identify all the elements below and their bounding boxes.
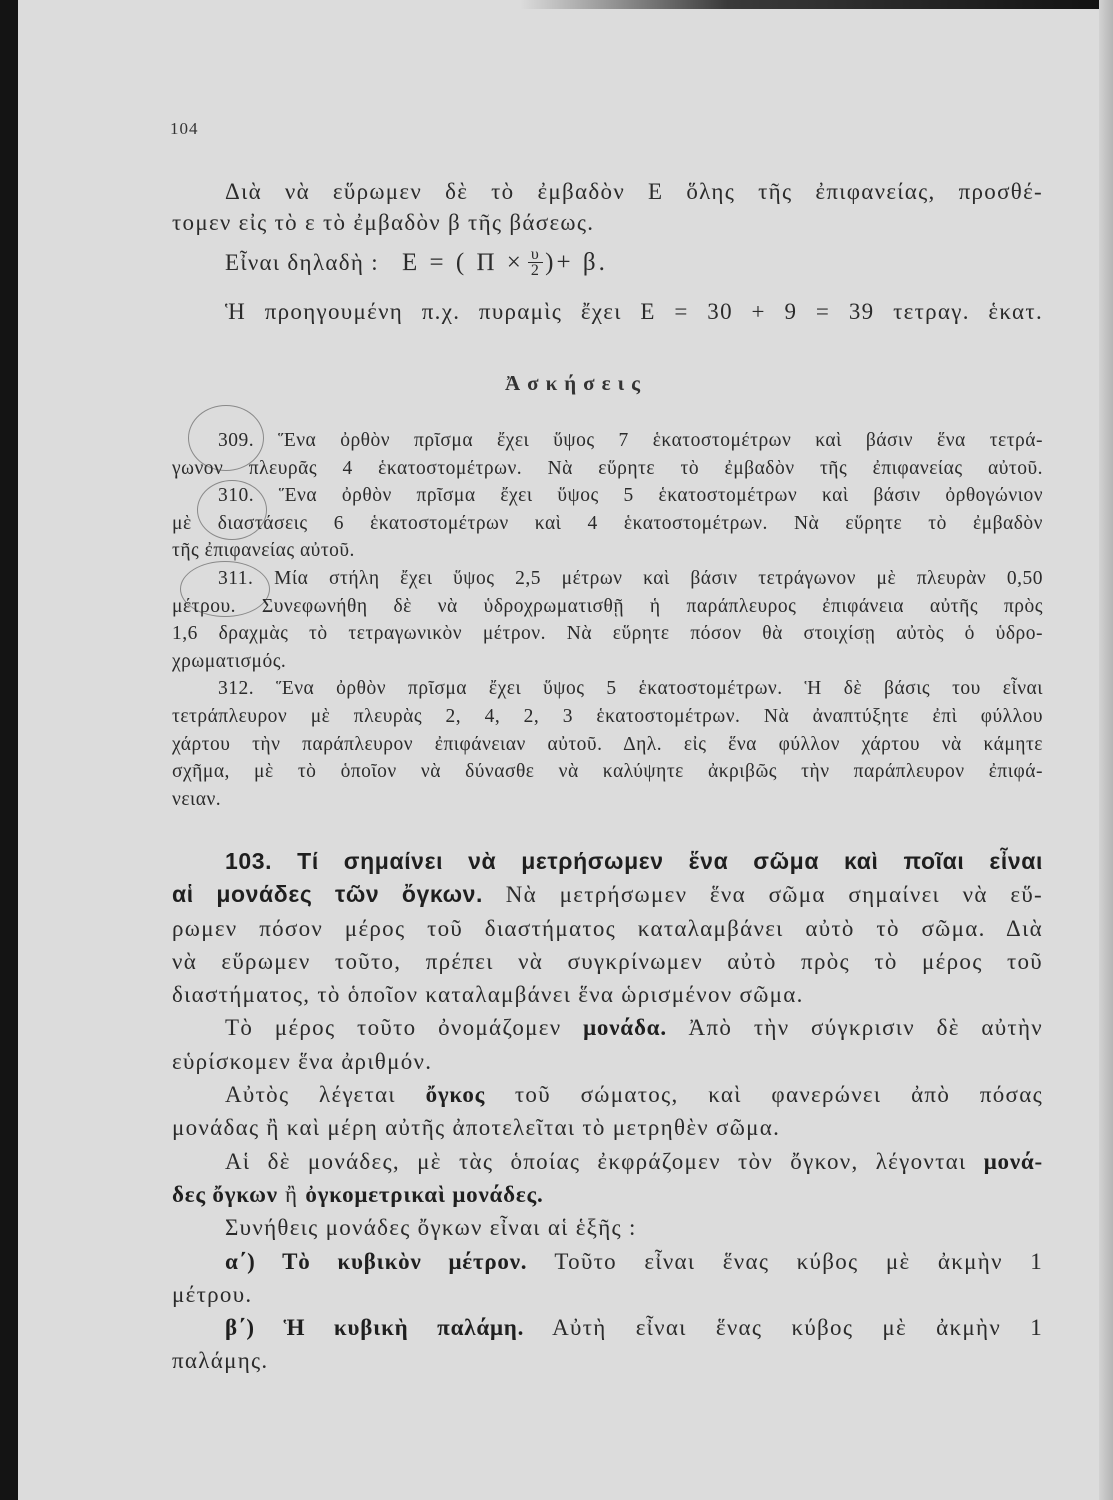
text-line: εὑρίσκομεν ἕνα ἀριθμόν. [172, 1048, 433, 1074]
fraction-numerator: υ [528, 247, 543, 263]
text-line [172, 878, 1043, 911]
unit-text: Αὐτὴ εἶναι ἕνας κύβος μὲ ἀκμὴν 1 [552, 1315, 1043, 1341]
exercise-line: μὲ διαστάσεις 6 ἑκατοστομέτρων καὶ 4 ἑκατοστομέτρων. Νὰ εὕρητε τὸ ἐμβαδὸν [172, 512, 1043, 534]
text-line: Διὰ νὰ εὕρωμεν δὲ τὸ ἐμβαδὸν Ε ὅλης τῆς ἐπιφανείας, προσθέ- [225, 179, 1043, 204]
text-line: Ἡ προηγουμένη π.χ. πυραμὶς ἔχει Ε = 30 + 9 = 39 τετραγ. ἑκατ. [225, 299, 1043, 324]
exercise-text: Ἕνα ὀρθὸν πρῖσμα ἔχει ὕψος 7 ἑκατοστομέτρων καὶ βάσιν ἕνα τετρά- [278, 430, 1043, 451]
text-span: τοῦ σώματος, καὶ φανερώνει ἀπὸ πόσας [514, 1082, 1043, 1108]
text-span: Τὸ μέρος τοῦτο ὀνομάζομεν [225, 1015, 562, 1041]
surface-area-formula [172, 247, 1043, 287]
exercise-line: σχῆμα, μὲ τὸ ὁποῖον νὰ δύνασθε νὰ καλύψητε ἀκριβῶς τὴν παράπλευρον ἐπιφά- [172, 761, 1043, 783]
text-line [172, 1145, 1043, 1178]
text-line: νὰ εὕρωμεν τοῦτο, πρέπει νὰ συγκρίνωμεν αὐτὸ πρὸς τὸ μέρος τοῦ [172, 948, 1043, 974]
formula-lhs: Ε = ( Π × [402, 248, 524, 276]
exercise-line: γωνον πλευρᾶς 4 ἑκατοστομέτρων. Νὰ εὕρητε τὸ ἐμβαδὸν τῆς ἐπιφανείας αὐτοῦ. [172, 457, 1043, 479]
unit-item-cubic-meter [172, 1245, 1043, 1278]
text-span: Αὐτὸς λέγεται [225, 1082, 396, 1108]
section-title-end: αἱ μονάδες τῶν ὄγκων. [172, 881, 484, 908]
section-number: 103. [225, 848, 273, 874]
unit-label: α΄) Τὸ κυβικὸν μέτρον. [225, 1248, 528, 1274]
text-span: Αἱ δὲ μονάδες, μὲ τὰς ὁποίας ἐκφράζομεν τὸν ὄγκον, λέγονται [225, 1148, 967, 1174]
exercise-number: 309. [218, 430, 255, 451]
exercise-first-line [172, 675, 1043, 703]
fraction-denominator: 2 [530, 262, 541, 279]
exercise-number: 311. [218, 567, 254, 589]
text-line [172, 1011, 1043, 1044]
text-line: τομεν εἰς τὸ ε τὸ ἐμβαδὸν β τῆς βάσεως. [172, 210, 595, 235]
unit-text: Τοῦτο εἶναι ἕνας κύβος μὲ ἀκμὴν 1 [554, 1248, 1043, 1274]
exercise-line: τετράπλευρον μὲ πλευρὰς 2, 4, 2, 3 ἑκατοστομέτρων. Νὰ ἀναπτύξητε ἐπὶ φύλλου [172, 705, 1043, 727]
page-number: 104 [170, 119, 199, 138]
exercise-311 [172, 565, 1043, 675]
text-line: Συνήθεις μονάδες ὄγκων εἶναι αἱ ἑξῆς : [225, 1215, 637, 1241]
exercise-312 [172, 675, 1043, 813]
exercise-line: τῆς ἐπιφανείας αὐτοῦ. [172, 540, 355, 562]
text-span: Ἀπὸ τὴν σύγκρισιν δὲ αὐτὴν [688, 1015, 1043, 1041]
text-line [172, 1178, 1043, 1211]
unit-item-cubic-palm [172, 1311, 1043, 1344]
exercises-list [172, 427, 1043, 813]
text-line [172, 1078, 1043, 1111]
exercise-text: Ἕνα ὀρθὸν πρῖσμα ἔχει ὕψος 5 ἑκατοστομέτρων. Ἡ δὲ βάσις του εἶναι [276, 678, 1043, 700]
exercise-number: 312. [218, 678, 255, 700]
section-103 [172, 845, 1043, 1378]
text-line: παλάμης. [172, 1348, 269, 1374]
text-span: ἢ [284, 1181, 299, 1207]
exercise-text: Μία στήλη ἔχει ὕψος 2,5 μέτρων καὶ βάσιν τετράγωνον μὲ πλευρὰν 0,50 [274, 567, 1043, 589]
exercise-line: χάρτου τὴν παράπλευρον ἐπιφάνειαν αὐτοῦ. Δηλ. εἰς ἕνα φύλλον χάρτου νὰ κάμητε [172, 733, 1043, 755]
term-volume-units: μονά- [983, 1148, 1043, 1174]
term-unit: μονάδα. [583, 1015, 667, 1041]
text-line: μονάδας ἢ καὶ μέρη αὐτῆς ἀποτελεῖται τὸ μετρηθὲν σῶμα. [172, 1115, 781, 1141]
exercise-line: 1,6 δραχμὰς τὸ τετραγωνικὸν μέτρον. Νὰ εὕρητε πόσον θὰ στοιχίσῃ αὐτὸς ὁ ὑδρο- [172, 623, 1043, 645]
scan-border-top [520, 0, 1113, 9]
term-volume: ὄγκος [425, 1082, 486, 1108]
exercises-heading: Ἀσκήσεις [505, 371, 647, 395]
exercise-line: μέτρου. Συνεφωνήθη δὲ νὰ ὑδροχρωματισθῇ ἡ παράπλευρος ἐπιφάνεια αὐτῆς πρὸς [172, 595, 1043, 617]
exercise-first-line [172, 482, 1043, 510]
exercise-309 [172, 427, 1043, 482]
text-line: ρωμεν πόσον μέρος τοῦ διαστήματος καταλαμβάνει αὐτὸ τὸ σῶμα. Διὰ [172, 915, 1043, 941]
exercise-first-line [172, 427, 1043, 455]
exercise-number: 310. [218, 485, 255, 507]
text-line: μέτρου. [172, 1281, 253, 1307]
example-paragraph [172, 297, 1043, 327]
term-volumetric-units: ὀγκομετρικαὶ μονάδες. [305, 1181, 544, 1207]
formula-rhs: )+ β. [545, 248, 608, 276]
exercise-line: νειαν. [172, 788, 222, 810]
intro-paragraph [172, 176, 1043, 238]
exercise-line: χρωματισμός. [172, 650, 287, 672]
section-intro-text: Νὰ μετρήσωμεν ἕνα σῶμα σημαίνει νὰ εὕ- [505, 882, 1043, 908]
scan-border-right [1099, 0, 1113, 1500]
section-title [172, 845, 1043, 878]
term-volume-units-cont: δες ὄγκων [172, 1181, 278, 1207]
unit-label: β΄) Ἡ κυβικὴ παλάμη. [225, 1315, 525, 1341]
formula-label: Εἶναι δηλαδὴ : [225, 249, 379, 275]
exercise-310 [172, 482, 1043, 565]
scan-border-left [0, 0, 18, 1500]
exercise-text: Ἕνα ὀρθὸν πρῖσμα ἔχει ὕψος 5 ἑκατοστομέτρων καὶ βάσιν ὀρθογώνιον [278, 485, 1043, 507]
section-title-text: Τί σημαίνει νὰ μετρήσωμεν ἕνα σῶμα καὶ ποῖαι εἶναι [297, 848, 1043, 874]
formula-fraction [528, 247, 543, 278]
exercise-first-line [172, 565, 1043, 593]
text-line: διαστήματος, τὸ ὁποῖον καταλαμβάνει ἕνα ὡρισμένον σῶμα. [172, 982, 804, 1008]
